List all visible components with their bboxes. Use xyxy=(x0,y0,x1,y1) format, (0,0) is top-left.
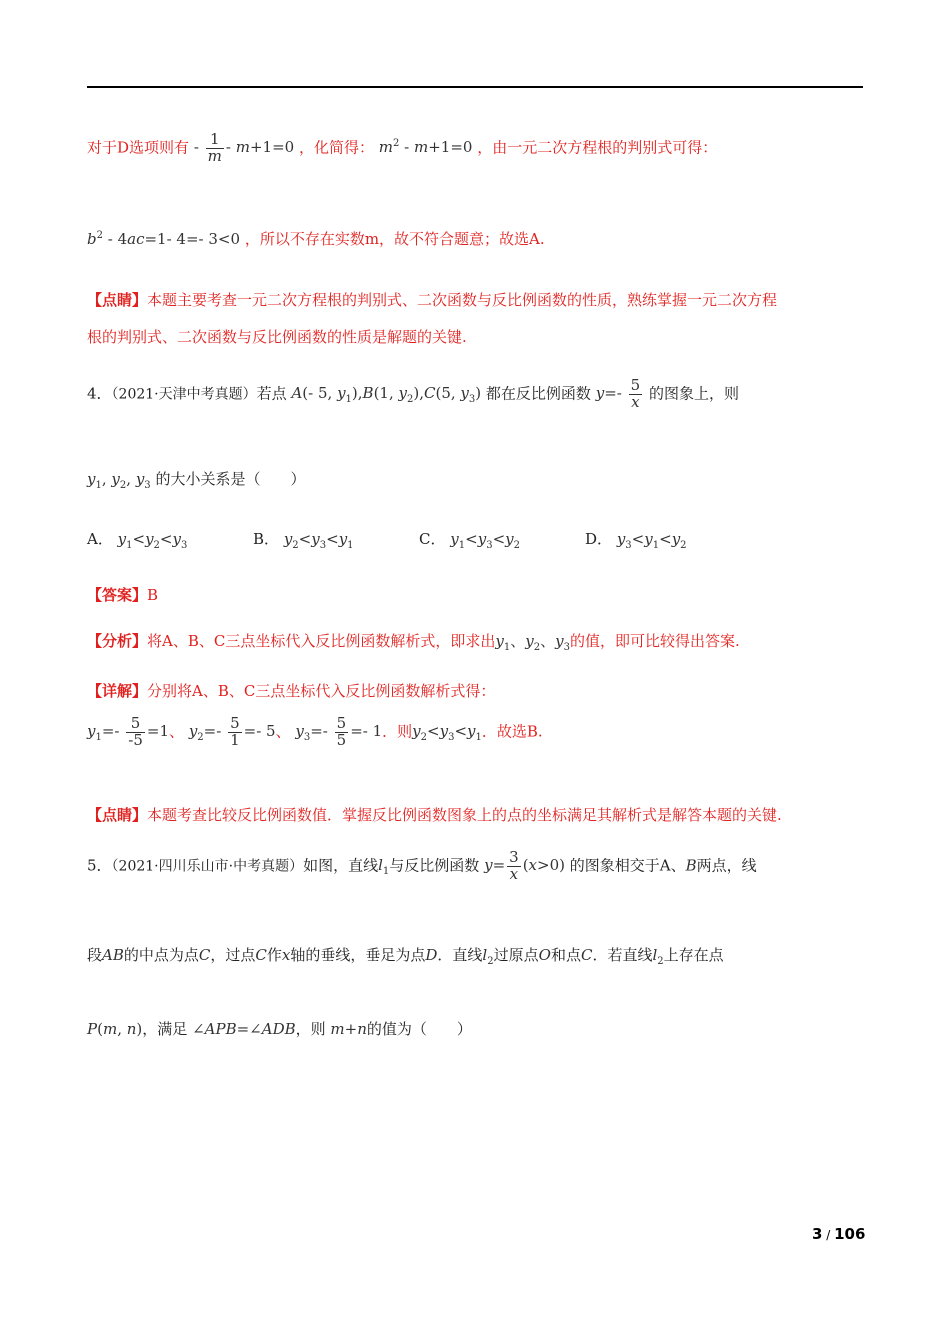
q5-stem-line3 xyxy=(87,1018,472,1039)
q5-line2-f: ．直线 xyxy=(437,946,483,964)
q4-options xyxy=(87,528,751,551)
ab-symbol: AB xyxy=(102,946,124,964)
d-option-result: ，化简得： xyxy=(298,138,374,157)
q4-stem-line1 xyxy=(87,378,739,411)
c-symbol-2: C xyxy=(255,946,267,964)
q4-stem-part2: 都在反比例函数 xyxy=(485,384,591,403)
q5-stem-line2 xyxy=(87,944,724,967)
page-total: 106 xyxy=(834,1225,866,1243)
q4-y-values: $y_1$, $y_2$, $y_3$ xyxy=(87,470,151,491)
q4-number: 4． xyxy=(87,384,112,403)
prev-tip-line1 xyxy=(87,289,777,310)
d-option-tail: ，由一元二次方程根的判别式可得： xyxy=(477,138,718,157)
prev-tip-text1: 本题主要考查一元二次方程根的判别式、二次函数与反比例函数的性质，熟练掌握一元二次方程 xyxy=(147,291,778,309)
q4-detail-formulas: $y_1=-$ $\frac{5}{-5}$ =1、 $y_2=-$ $\frac{5}{1}$ =- 5、 $y_3=-$ $\frac{5}{5}$ =- 1．则$y_2<y_3<y_1$．故选B. xyxy=(87,714,543,749)
q5-line2-a: 段 xyxy=(87,946,103,964)
q4-option-c[interactable]: C． $y_1<y_3<y_2$ xyxy=(419,530,520,551)
q5-source: （2021·四川乐山市·中考真题） xyxy=(111,858,304,875)
page-number: 3 / 106 xyxy=(812,1225,866,1243)
x-symbol: x xyxy=(281,946,291,964)
q5-line1-d: 两点，线 xyxy=(696,856,757,875)
q5-stem-line1 xyxy=(87,850,757,883)
q5-line2-i: ．若直线 xyxy=(592,946,653,964)
d-symbol: D xyxy=(425,946,438,964)
q5-line1-b: 与反比例函数 xyxy=(389,856,480,875)
detail-then: ．则 xyxy=(382,722,413,741)
angle-formula: ∠APB=∠ADB xyxy=(192,1020,296,1038)
q5-line3-b: ，则 xyxy=(295,1020,326,1038)
q4-analysis-line xyxy=(87,630,740,653)
answer-label: 【答案】 xyxy=(87,586,148,604)
analysis-text2: 的值，即可比较得出答案. xyxy=(569,632,740,650)
q4-answer-line xyxy=(87,584,158,605)
analysis-formula: $y_1$、$y_2$、$y_3$ xyxy=(495,632,570,653)
c-symbol: C xyxy=(198,946,211,964)
d-option-line xyxy=(87,132,717,165)
d-option-text: 对于D选项则有 xyxy=(87,138,190,157)
q5-line2-c: ，过点 xyxy=(210,946,256,964)
option-a-label: A． xyxy=(87,530,113,548)
point-p-formula: P(m, n) xyxy=(87,1020,143,1038)
q4-tip-line xyxy=(87,804,782,825)
q4-detail-line xyxy=(87,680,495,701)
option-b-label: B． xyxy=(253,530,280,548)
q5-line2-d: 作 xyxy=(266,946,282,964)
discriminant-line xyxy=(87,228,545,249)
discriminant-conclusion: ，所以不存在实数m，故不符合题意；故选A. xyxy=(244,230,545,248)
q5-line3-a: ，满足 xyxy=(142,1020,188,1038)
q5-line1-a: 如图，直线 xyxy=(303,856,379,875)
l1-symbol: $l_1$ xyxy=(378,856,390,878)
simplified-formula: $m^2 - m+1=0$ xyxy=(378,138,473,157)
q4-option-b[interactable]: B． $y_2<y_3<y_1$ xyxy=(253,530,354,551)
q5-line1-c: 的图象相交于A、 xyxy=(569,856,686,875)
q5-number: 5． xyxy=(87,856,112,875)
q4-source: （2021·天津中考真题） xyxy=(111,386,257,403)
q4-stem-line2 xyxy=(87,468,305,491)
discriminant-formula: $b^2 - 4ac=1-$ 4=- 3<0 xyxy=(87,230,241,248)
page-current: 3 xyxy=(812,1225,823,1243)
d-option-formula: - $\frac{1}{m}$ - m+1=0 xyxy=(193,130,295,165)
y3-calc: $y_3=-$ $\frac{5}{5}$ =- 1 xyxy=(295,714,383,749)
o-symbol: O xyxy=(538,946,551,964)
l2-symbol-2: $l_2$ xyxy=(652,946,664,967)
detail-label: 【详解】 xyxy=(87,682,148,700)
option-d-label: D． xyxy=(585,530,613,548)
q4-tip-label: 【点睛】 xyxy=(87,806,148,824)
analysis-text1: 将A、B、C三点坐标代入反比例函数解析式，即求出 xyxy=(147,632,496,650)
y1-calc: $y_1=-$ $\frac{5}{-5}$ =1 xyxy=(87,714,170,749)
q4-stem-part3: 的图象上，则 xyxy=(648,384,739,403)
q5-line2-b: 的中点为点 xyxy=(123,946,199,964)
q4-function-formula: y=- $\frac{5}{x}$ xyxy=(595,376,641,411)
y2-calc: $y_2=-$ $\frac{5}{1}$ =- 5 xyxy=(188,714,276,749)
detail-result: $y_2<y_3<y_1$ xyxy=(412,722,482,744)
q5-line2-j: 上存在点 xyxy=(663,946,724,964)
prev-tip-text2: 根的判别式、二次函数与反比例函数的性质是解题的关键. xyxy=(87,328,467,346)
c-symbol-3: C xyxy=(580,946,593,964)
l2-symbol: $l_2$ xyxy=(482,946,494,967)
q4-option-a[interactable]: A． $y_1<y_2<y_3$ xyxy=(87,530,188,551)
q4-points-formula: A(- 5, $y_1),B(1$, $y_2),C(5$, $y_3$) xyxy=(291,384,482,406)
q4-stem-part1: 若点 xyxy=(256,384,287,403)
prev-tip-label: 【点睛】 xyxy=(87,291,148,309)
point-b-symbol: B xyxy=(685,856,697,875)
answer-value: B xyxy=(147,586,159,604)
q5-line2-h: 和点 xyxy=(550,946,581,964)
detail-end: ．故选B. xyxy=(481,722,543,741)
prev-tip-line2 xyxy=(87,326,467,347)
detail-text: 分别将A、B、C三点坐标代入反比例函数解析式得： xyxy=(147,682,496,700)
q5-function-formula: y= $\frac{3}{x}$ (x>0) xyxy=(484,848,565,883)
q5-line3-c: 的值为（ ） xyxy=(366,1020,472,1038)
header-rule xyxy=(87,86,863,88)
q4-option-d[interactable]: D． $y_3<y_1<y_2$ xyxy=(585,530,687,551)
q5-line2-e: 轴的垂线，垂足为点 xyxy=(290,946,426,964)
option-c-label: C． xyxy=(419,530,446,548)
q5-line2-g: 过原点 xyxy=(493,946,539,964)
m-plus-n: m+n xyxy=(330,1020,367,1038)
analysis-label: 【分析】 xyxy=(87,632,148,650)
q4-tip-text: 本题考查比较反比例函数值．掌握反比例函数图象上的点的坐标满足其解析式是解答本题的关键. xyxy=(147,806,782,824)
q4-stem-tail: 的大小关系是（ ） xyxy=(155,470,306,488)
